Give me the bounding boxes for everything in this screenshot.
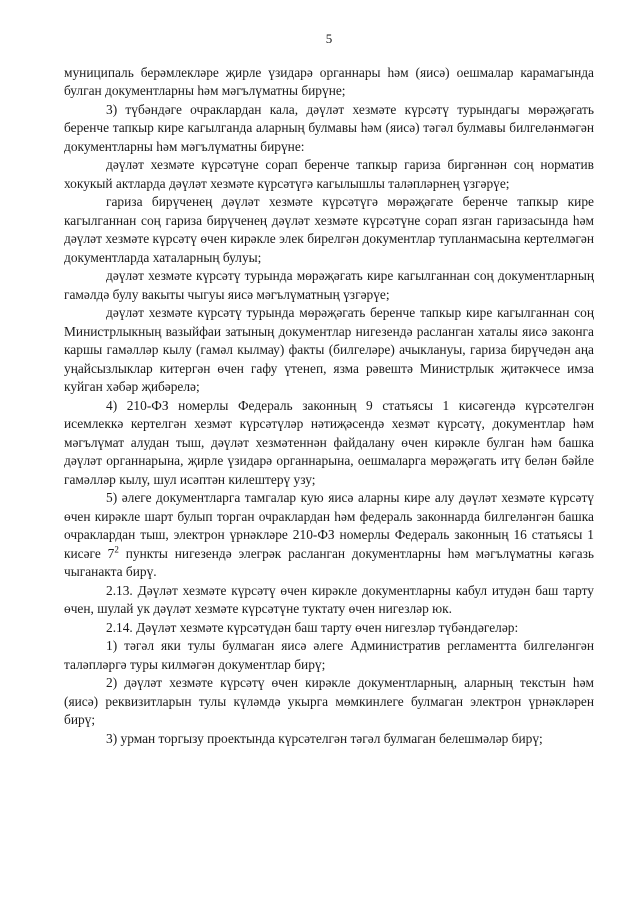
paragraph-13: 3) урман торгызу проектында күрсәтелгән тәгәл булмаган белешмәләр бирү; — [106, 730, 543, 746]
paragraph-9: 2.13. Дәүләт хезмәте күрсәтү өчен кирәкле документларны кабул итудән баш тарту өчен, шулай ук дәүләт хезмәте күрсәтүне туктату өчен нигезләр юк. — [64, 582, 594, 616]
paragraph-10: 2.14. Дәүләт хезмәте күрсәтүдән баш тарту өчен нигезләр түбәндәгеләр: — [106, 619, 519, 635]
paragraph-6: дәүләт хезмәте күрсәтү турында мөрәҗәгать беренче тапкыр кире кагылганнан соң Министрлыкның вазыйфаи затының документлар нигезендә расланган хаталы яисә законга каршы гамәлләр кылу (гамәл кылмау) факты (билгеләре) ачыклануы, гариза бирүчедән аңа уңайсызлыклар китергән өчен гафу үтенеп, язма рәвештә Министрлык җитәкчесе имза куйган хәбәр җибәрелә; — [64, 305, 594, 394]
paragraph-8 — [64, 489, 594, 582]
paragraph-4: гариза бирүченең дәүләт хезмәте күрсәтүгә мөрәҗәгате беренче тапкыр кире кагылганнан соң гариза бирүченең дәүләт хезмәте күрсәтүне сорап язган гаризасында һәм дәүләт хезмәте күрсәтү өчен кирәкле элек бирелгән документлар тупланмасына кертелмәгән документларда хаталарның булуы; — [64, 194, 594, 265]
paragraph-3: дәүләт хезмәте күрсәтүне сорап беренче тапкыр гариза биргәннән соң норматив хокукый актларда дәүләт хезмәте күрсәтүгә кагылышлы таләпләрнең үзгәрүе; — [64, 157, 594, 191]
paragraph-12: 2) дәүләт хезмәте күрсәтү өчен кирәкле документларның, аларның текстын һәм (яисә) реквизитларын тулы күләмдә укырга мөмкинлеге булмаган электрон үрнәкләрен бирү; — [64, 675, 594, 727]
paragraph-8-text-before: 5) әлеге документларга тамгалар кую яисә аларны кире алу дәүләт хезмәте күрсәтү өчен кирәкле шарт булып торган очраклардан һәм федераль законнарда билгеләнгән башка очраклардан тыш, электрон үрнәкләре 210-ФЗ номерлы Федераль законның 16 статьясы 1 кисәге 7 — [64, 490, 594, 561]
superscript: 2 — [114, 544, 119, 555]
paragraph-7: 4) 210-ФЗ номерлы Федераль законның 9 статьясы 1 кисәгендә күрсәтелгән исемлеккә кертелгән хезмәт күрсәтүләр нәтиҗәсендә хезмәт күрсәтү, документлар һәм мәгълүмат алудан тыш, дәүләт хезмәтеннән файдалану өчен кирәкле булган һәм башка дәүләт органнарына, җирле үзидарә органнарына, оешмаларга мөрәҗәгать итү белән бәйле гамәлләр кылу, шул исәптән килештерү узу; — [64, 397, 594, 487]
paragraph-5: дәүләт хезмәте күрсәтү турында мөрәҗәгать кире кагылганнан соң документларның гамәлдә булу вакыты чыгуы яисә мәгълүматның үзгәрүе; — [64, 268, 594, 302]
paragraph-11: 1) тәгәл яки тулы булмаган яисә әлеге Административ регламентта билгеләнгән таләпләргә туры килмәгән документлар бирү; — [64, 638, 594, 672]
page-number: 5 — [325, 31, 333, 46]
paragraph-2: 3) түбәндәге очраклардан кала, дәүләт хезмәте күрсәтү турындагы мөрәҗәгать беренче тапкыр кире кагылганда аларның булмавы һәм (яисә) тәгәл булмавы билгеләнмәгән документларны һәм мәгълүматны бирүне: — [64, 101, 594, 154]
paragraph-1: муниципаль берәмлекләре җирле үзидарә органнары һәм (яисә) оешмалар карамагында булган документларны һәм мәгълүматны бирүне; — [64, 64, 594, 98]
paragraph-8-text-after: пункты нигезендә элегрәк расланган документларны һәм мәгълүматны кәгазь чыганакта бирү. — [64, 545, 594, 579]
